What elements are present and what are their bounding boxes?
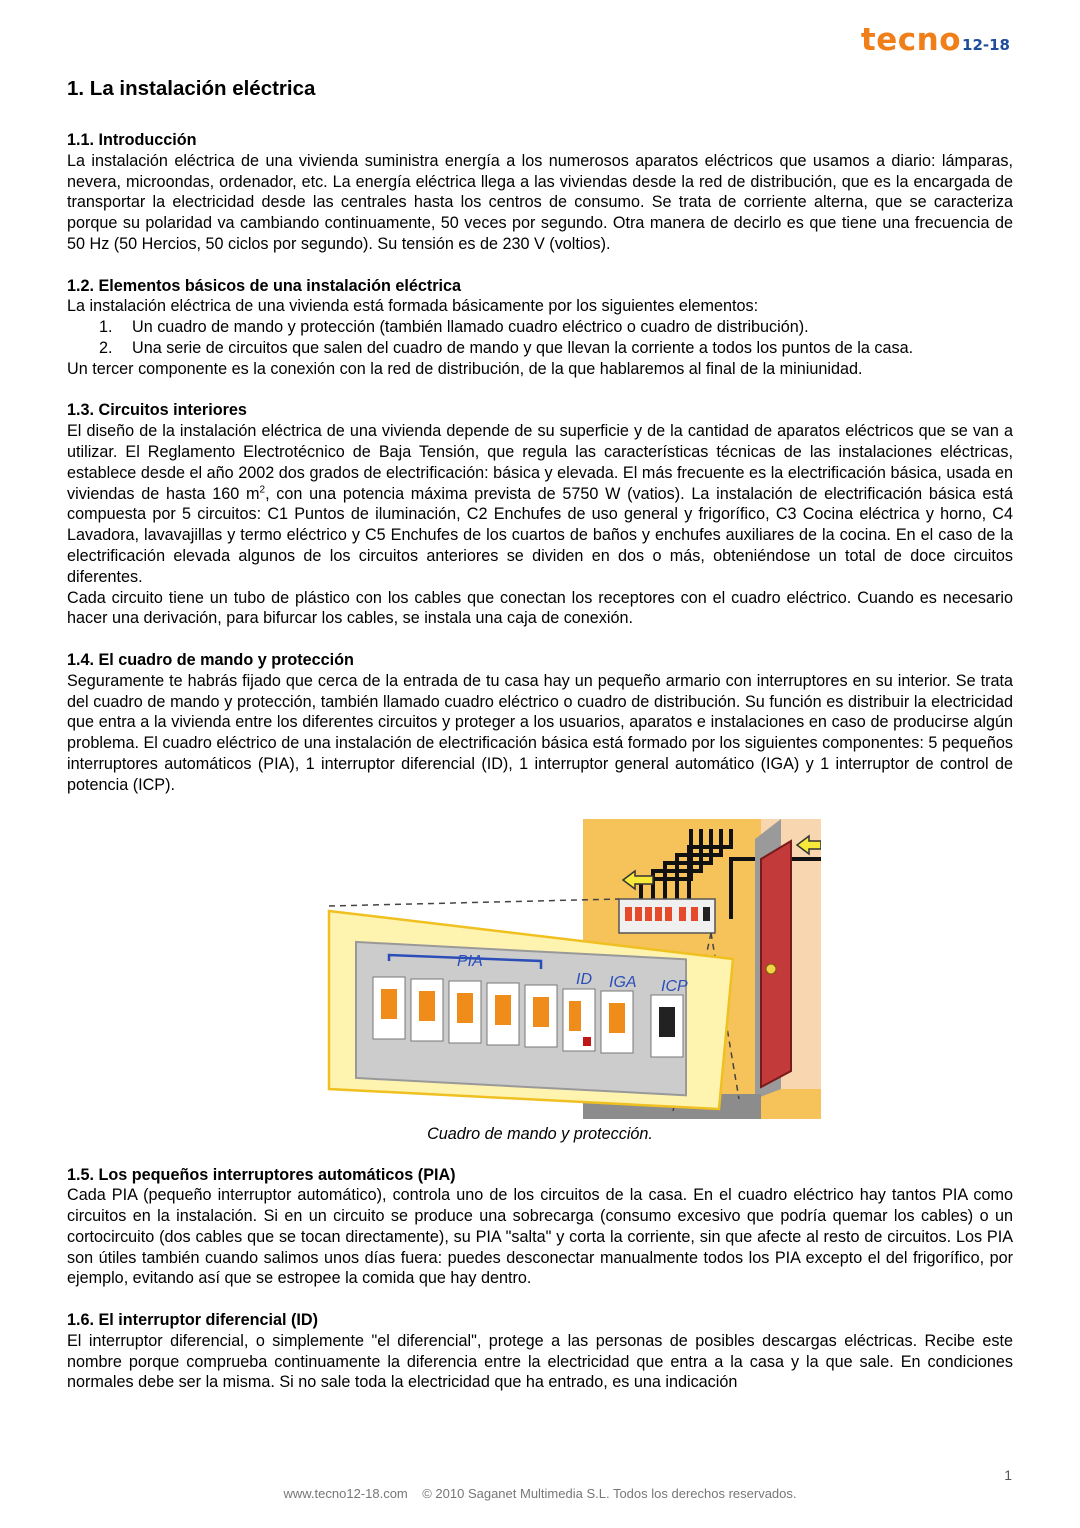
list-item [67, 338, 1013, 359]
page-title: 1. La instalación eléctrica [67, 77, 316, 100]
section-text-panel: Seguramente te habrás fijado que cerca de la entrada de tu casa hay un pequeño armario con interruptores en su interior. Se trata del cuadro de mando y protección, también llamado cuadro eléctrico o cuadro de distribución. Su función es distribuir la electricidad que entra a la vivienda entre los diferentes circuitos y proteger a los usuarios, aparatos e instalaciones en caso de producirse algún problema. El cuadro eléctrico de una instalación de electrificación básica está formado por los siguientes componentes: 5 pequeños interruptores automáticos (PIA), 1 interruptor diferencial (ID), 1 interruptor general automático (IGA) y 1 interruptor de control de potencia (ICP). [67, 671, 1013, 794]
id-label: ID [576, 970, 592, 988]
list-item-number: 2. [99, 338, 113, 357]
document-body [67, 76, 1013, 1393]
list-item-number: 1. [99, 318, 113, 337]
section-text-id: El interruptor diferencial, o simplemente "el diferencial", protege a las personas de posibles descargas eléctricas. Recibe este nombre porque comprueba continuamente la diferencia entre la electricidad que entra a la casa y la que sale. En condiciones normales debe ser la misma. Si no sale toda la electricidad que ha entrado, es una indicación [67, 1331, 1013, 1392]
section-text-elements-intro: La instalación eléctrica de una vivienda está formada básicamente por los siguientes elementos: [67, 297, 759, 316]
section-heading-panel: 1.4. El cuadro de mando y protección [67, 650, 354, 669]
section-heading-id: 1.6. El interruptor diferencial (ID) [67, 1311, 318, 1330]
list-item [67, 317, 1013, 338]
footer [0, 1486, 1080, 1501]
list-item-text: Un cuadro de mando y protección (también llamado cuadro eléctrico o cuadro de distribución). [132, 318, 809, 337]
list-item-text: Una serie de circuitos que salen del cuadro de mando y que llevan la corriente a todos los puntos de la casa. [132, 338, 914, 357]
pia-label: PIA [457, 952, 483, 970]
distribution-panel-illustration [261, 819, 821, 1119]
section-text-circuits [67, 421, 1013, 587]
figure [67, 813, 1013, 1165]
section-text-pia: Cada PIA (pequeño interruptor automático), controla uno de los circuitos de la casa. En el cuadro eléctrico hay tantos PIA como circuitos en la instalación. Si en un circuito se produce una sobrecarga (consumo excesivo que podría quemar los cables) o un cortocircuito (dos cables que se tocan directamente), su PIA "salta" y corta la corriente, sin que afecte al resto de circuitos. Los PIA son útiles también cuando salimos unos días fuera: puedes desconectar manualmente todos los PIA excepto el del frigorífico, por ejemplo, evitando así que se estropee la comida que hay dentro. [67, 1186, 1013, 1288]
iga-label: IGA [609, 973, 637, 991]
section-text-elements-outro: Un tercer componente es la conexión con la red de distribución, de la que hablaremos al final de la miniunidad. [67, 359, 863, 378]
door-handle [766, 964, 776, 974]
section-text-intro: La instalación eléctrica de una vivienda suministra energía a los numerosos aparatos eléctricos que usamos a diario: lámparas, nevera, microondas, ordenador, etc. La energía eléctrica llega a las viviendas desde la red de distribución, que es la encargada de transportar la electricidad desde las centrales hasta los centros de consumo. Se trata de corriente alterna, que se caracteriza porque su polaridad va cambiando continuamente, 50 veces por segundo. Otra manera de decirlo es que tiene una frecuencia de 50 Hz (50 Hercios, 50 ciclos por segundo). Su tensión es de 230 V (voltios). [67, 151, 1013, 253]
logo-sub: 12-18 [962, 36, 1010, 54]
elements-list [67, 317, 1013, 359]
circuits-text-b: , con una potencia máxima prevista de 5750 W (vatios). La instalación de electrificación básica está compuesta por 5 circuitos: C1 Puntos de iluminación, C2 Enchufes de uso general y frigorífico, C3 Cocina eléctrica y horno, C4 Lavadora, lavavajillas y termo eléctrico y C5 Enchufes de los cuartos de baños y enchufes auxiliares de la cocina. En el caso de la electrificación elevada algunos de los circuitos anteriores se dividen en dos o más, obteniéndose un total de doce circuitos diferentes. [67, 484, 1013, 586]
figure-caption: Cuadro de mando y protección. [427, 1124, 653, 1143]
icp-switch [651, 995, 683, 1057]
circuits-text-a: El diseño de la instalación eléctrica de una vivienda depende de su superficie y de la cantidad de aparatos eléctricos que se van a utilizar. El Reglamento Electrotécnico de Baja Tensión, que regula las características técnicas de las instalaciones eléctricas, establece desde el año 2002 dos grados de electrificación: básica y elevada. El más frecuente es la electrificación básica, usada en viviendas de hasta 160 m [67, 422, 1013, 503]
footer-copyright: © 2010 Saganet Multimedia S.L. Todos los derechos reservados. [422, 1486, 797, 1501]
page-number: 1 [1004, 1467, 1012, 1483]
logo-main: tecno [860, 22, 962, 58]
footer-site: www.tecno12-18.com [283, 1486, 408, 1501]
section-heading-intro: 1.1. Introducción [67, 131, 197, 149]
icp-label: ICP [661, 977, 688, 995]
small-switches [625, 907, 710, 921]
superscript: 2 [259, 484, 266, 496]
section-text-circuits-2: Cada circuito tiene un tubo de plástico con los cables que conectan los receptores con el cuadro eléctrico. Cuando es necesario hacer una derivación, para bifurcar los cables, se instala una caja de conexión. [67, 588, 1013, 628]
pia-switches [373, 977, 557, 1047]
section-heading-circuits: 1.3. Circuitos interiores [67, 401, 247, 420]
section-heading-pia: 1.5. Los pequeños interruptores automáticos (PIA) [67, 1165, 456, 1184]
section-heading-elements: 1.2. Elementos básicos de una instalación eléctrica [67, 276, 462, 295]
iga-switch [601, 991, 633, 1053]
id-switch [563, 989, 595, 1051]
logo [861, 22, 1010, 58]
door [761, 841, 791, 1087]
